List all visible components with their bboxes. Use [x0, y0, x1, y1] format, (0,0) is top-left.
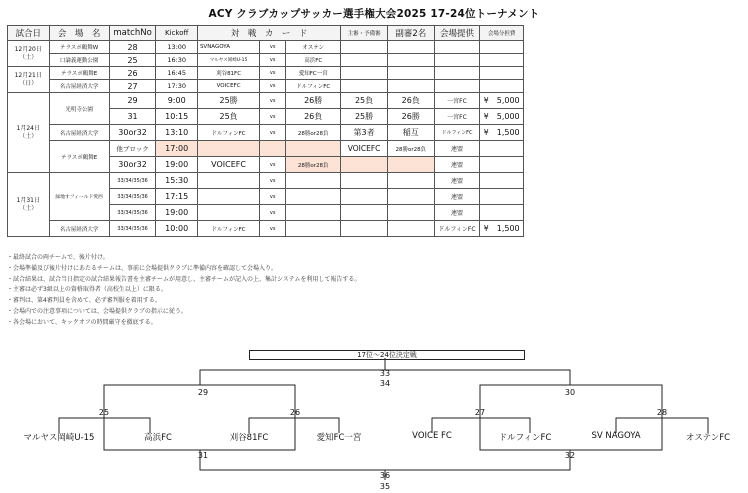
kickoff-cell: 17:15: [156, 189, 198, 205]
provider-cell: 一宮FC: [434, 93, 480, 109]
header-venue: 会 場 名: [49, 26, 109, 41]
provider-cell: 連盟: [434, 157, 480, 173]
matchno-cell: 他ブロック: [109, 141, 156, 157]
match-number-31: 31: [197, 451, 209, 460]
vs-cell: vs: [260, 93, 286, 109]
bracket-team: 高浜FC: [144, 433, 172, 443]
vs-cell: vs: [260, 67, 286, 80]
date-cell: 12月20日 （土）: [8, 41, 50, 67]
away-team-cell: 28勝or28負: [286, 125, 341, 141]
away-team-cell: 26負: [286, 109, 341, 125]
matchno-cell: 33/34/35/36: [109, 221, 156, 237]
home-team-cell: ドルフィンFC: [197, 125, 259, 141]
venue-cell: 名古屋経済大学: [49, 221, 109, 237]
kickoff-cell: 19:00: [156, 157, 198, 173]
match-number-29: 29: [197, 388, 209, 397]
date-cell: 1月24日 （土）: [8, 93, 50, 173]
header-provider: 会場提供: [434, 26, 480, 41]
match-number-34: 34: [379, 379, 391, 388]
assistant-cell: 28勝or28負: [387, 141, 434, 157]
match-number-27: 27: [474, 408, 486, 417]
bracket-team: SV NAGOYA: [591, 431, 641, 441]
page-title: ACY クラブカップサッカー選手権大会2025 17-24位トーナメント: [208, 8, 540, 20]
venue-cell: 光明寺公園: [49, 93, 109, 125]
kickoff-cell: 16:30: [156, 54, 198, 67]
vs-cell: vs: [260, 189, 286, 205]
matchno-cell: 25: [109, 54, 156, 67]
matchno-cell: 30or32: [109, 157, 156, 173]
header-matchno: matchNo: [109, 26, 156, 41]
note-item: ・審判は、第4審判員を含めて、必ず審判服を着用する。: [7, 297, 161, 305]
bracket-team: 刈谷81FC: [229, 433, 269, 443]
note-item: ・各会場において、キックオフの時間厳守を徹底する。: [7, 318, 157, 326]
kickoff-cell: 13:00: [156, 41, 198, 54]
note-item: ・試合結果は、試合当日指定の試合結果報告書を主審チームが用意し、主審チームが記入の上、集計システムを利用して報告する。: [7, 275, 361, 283]
matchno-cell: 33/34/35/36: [109, 189, 156, 205]
away-team-cell: 28勝or28負: [286, 157, 341, 173]
referee-cell: 25勝: [341, 109, 388, 125]
fee-cell: ¥ 5,000: [480, 93, 524, 109]
home-team-cell: 25負: [197, 109, 259, 125]
bracket-header: 17位〜24位決定戦: [249, 350, 525, 360]
kickoff-cell: 10:00: [156, 221, 198, 237]
home-team-cell: 25勝: [197, 93, 259, 109]
kickoff-cell: 15:30: [156, 173, 198, 189]
note-item: ・会場内での注意事項については、会場提供クラブの指示に従う。: [7, 307, 187, 315]
fee-cell: ¥ 5,000: [480, 109, 524, 125]
bracket-team: ドルフィンFC: [498, 433, 552, 443]
note-item: ・最終試合の両チームで、後片付け。: [7, 254, 109, 261]
vs-cell: vs: [260, 41, 286, 54]
header-matchup: 対 戦 カ ー ド: [197, 26, 340, 41]
kickoff-cell: 10:15: [156, 109, 198, 125]
bracket-line-36: [197, 450, 570, 470]
fee-cell: ¥ 1,500: [480, 221, 524, 237]
home-team-cell: VOICEFC: [197, 157, 259, 173]
assistant-cell: 26勝: [387, 109, 434, 125]
matchno-cell: 29: [109, 93, 156, 109]
home-team-cell: マルヤス岡崎U-15: [197, 54, 259, 67]
match-number-33: 33: [379, 369, 391, 378]
fee-cell: ¥ 1,500: [480, 125, 524, 141]
provider-cell: 連盟: [434, 173, 480, 189]
kickoff-cell: 17:00: [156, 141, 198, 157]
vs-cell: vs: [260, 54, 286, 67]
match-number-32: 32: [564, 451, 576, 460]
kickoff-cell: 19:00: [156, 205, 198, 221]
away-team-cell: ドルフィンFC: [286, 80, 341, 93]
match-number-36: 36: [379, 471, 391, 480]
away-team-cell: 高浜FC: [286, 54, 341, 67]
match-number-35: 35: [379, 482, 391, 491]
bracket-team: マルヤス岡崎U-15: [23, 433, 95, 443]
away-team-cell: 26勝: [286, 93, 341, 109]
header-kickoff: Kickoff: [156, 26, 198, 41]
home-team-cell: SVNAGOYA: [197, 41, 259, 54]
away-team-cell: 愛知FC一宮: [286, 67, 341, 80]
match-number-26: 26: [289, 408, 301, 417]
bracket-team: VOICE FC: [412, 431, 452, 441]
matchno-cell: 33/34/35/36: [109, 173, 156, 189]
venue-cell: 名古屋経済大学: [49, 125, 109, 141]
referee-cell: VOICEFC: [341, 141, 388, 157]
matchno-cell: 31: [109, 109, 156, 125]
provider-cell: ドルフィンFC: [434, 221, 480, 237]
home-team-cell: 刈谷81FC: [197, 67, 259, 80]
home-team-cell: ドルフィンFC: [197, 221, 259, 237]
vs-cell: vs: [260, 173, 286, 189]
provider-cell: 連盟: [434, 189, 480, 205]
header-referee: 主審・予備審: [341, 26, 388, 41]
home-team-cell: VOICEFC: [197, 80, 259, 93]
matchno-cell: 33/34/35/36: [109, 205, 156, 221]
bracket-team: オステンFC: [685, 433, 731, 443]
kickoff-cell: 9:00: [156, 93, 198, 109]
vs-cell: vs: [260, 80, 286, 93]
vs-cell: vs: [260, 221, 286, 237]
match-number-25: 25: [98, 408, 110, 417]
kickoff-cell: 17:30: [156, 80, 198, 93]
header-assistants: 副審2名: [387, 26, 434, 41]
vs-cell: vs: [260, 125, 286, 141]
provider-cell: 一宮FC: [434, 109, 480, 125]
referee-cell: 25負: [341, 93, 388, 109]
match-number-30: 30: [564, 388, 576, 397]
venue-cell: テラスポ鶴舞E: [49, 67, 109, 80]
vs-cell: vs: [260, 205, 286, 221]
bracket-team: 愛知FC一宮: [316, 433, 362, 443]
referee-cell: 第3者: [341, 125, 388, 141]
assistant-cell: 26負: [387, 93, 434, 109]
match-number-28: 28: [656, 408, 668, 417]
header-fee: 会場分担費: [480, 26, 524, 41]
matchno-cell: 28: [109, 41, 156, 54]
vs-cell: vs: [260, 157, 286, 173]
vs-cell: vs: [260, 109, 286, 125]
assistant-cell: 稲互: [387, 125, 434, 141]
matchno-cell: 26: [109, 67, 156, 80]
header-date: 試合日: [8, 26, 50, 41]
kickoff-cell: 16:45: [156, 67, 198, 80]
matchno-cell: 27: [109, 80, 156, 93]
date-cell: 1月31日 （土）: [8, 173, 50, 237]
provider-cell: 連盟: [434, 205, 480, 221]
date-cell: 12月21日 （日）: [8, 67, 50, 93]
note-item: ・会場準備及び後片付けにあたるチームは、事前に会場提供クラブに準備内容を確認して会場入り。: [7, 264, 278, 272]
venue-cell: テラスポ鶴舞E: [49, 141, 109, 173]
matchno-cell: 30or32: [109, 125, 156, 141]
provider-cell: 連盟: [434, 141, 480, 157]
venue-cell: 口論義運動公園: [49, 54, 109, 67]
provider-cell: ドルフィンFC: [434, 125, 480, 141]
venue-cell: テラスポ鶴舞W: [49, 41, 109, 54]
venue-cell: 名古屋経済大学: [49, 80, 109, 93]
kickoff-cell: 13:10: [156, 125, 198, 141]
away-team-cell: オステン: [286, 41, 341, 54]
venue-cell: 緑地すフィールド愛西: [49, 173, 109, 221]
note-item: ・主審は必ず3級以上の資格取得者（高校生以上）に限る。: [7, 286, 167, 294]
